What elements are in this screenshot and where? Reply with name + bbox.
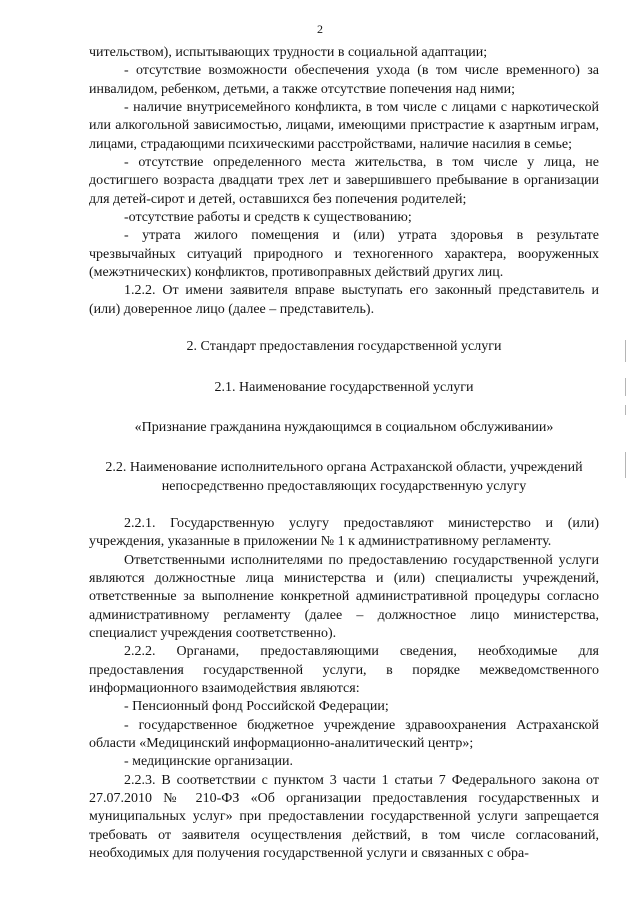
- paragraph: 2.2.1. Государственную услугу предоставляют министерство и (или) учреждения, указанные в приложении № 1 к административному регламенту.: [89, 515, 599, 550]
- subsection-heading: 2.2. Наименование исполнительного органа Астраханской области, учреждений непосредственно предоставляющих государственную услугу: [105, 460, 583, 494]
- scan-artifact: [625, 378, 626, 396]
- paragraph: 2.2.3. В соответствии с пунктом 3 части 1 статьи 7 Федерального закона от 27.07.2010 № 210-ФЗ «Об организации предоставления государственных и муниципальных услуг» при предоставлении государственной услуги запрещается требовать от заявителя осуществления действий, в том числе согласований, необходимых для получения государственной услуги и связанных с обра-: [89, 772, 599, 862]
- paragraph: - отсутствие определенного места жительства, в том числе у лица, не достигшего возраста двадцати трех лет и завершившего пребывание в организации для детей-сирот и детей, оставшихся без попечения родителей;: [89, 155, 599, 207]
- document-body: [89, 44, 599, 863]
- paragraph: - государственное бюджетное учреждение здравоохранения Астраханской области «Медицинский информационно-аналитический центр»;: [89, 717, 599, 751]
- subsection-heading: 2.1. Наименование государственной услуги: [214, 379, 474, 395]
- paragraph: 1.2.2. От имени заявителя вправе выступать его законный представитель и (или) доверенное лицо (далее – представитель).: [89, 283, 599, 317]
- page-number: 2: [317, 22, 323, 36]
- paragraph: Ответственными исполнителями по предоставлению государственной услуги являются должностные лица министерства и (или) специалисты учреждений, ответственные за выполнение конкретной административной процедуры согласно административному регламенту (далее – должностное лицо министерства, специалист учреждения соответственно).: [89, 552, 599, 641]
- paragraph: - отсутствие возможности обеспечения ухода (в том числе временного) за инвалидом, ребенком, детьми, а также отсутствие попечения над ними;: [89, 63, 599, 97]
- paragraph: - Пенсионный фонд Российской Федерации;: [124, 699, 389, 715]
- scan-artifact: [625, 340, 626, 362]
- paragraph: 2.2.2. Органами, предоставляющими сведения, необходимые для предоставления государственной услуги, в порядке межведомственного информационного взаимодействия являются:: [89, 644, 599, 696]
- paragraph: - наличие внутрисемейного конфликта, в том числе с лицами с наркотической или алкогольной зависимостью, лицами, имеющими пристрастие к азартным играм, лицами, страдающими психическими расстройствами, наличие насилия в семье;: [89, 100, 599, 152]
- paragraph: -отсутствие работы и средств к существованию;: [124, 210, 412, 226]
- service-name: «Признание гражданина нуждающимся в социальном обслуживании»: [134, 419, 554, 435]
- paragraph: чительством), испытывающих трудности в социальной адаптации;: [89, 45, 488, 60]
- paragraph: - медицинские организации.: [124, 754, 294, 770]
- section-heading: 2. Стандарт предоставления государственной услуги: [186, 339, 502, 355]
- paragraph: - утрата жилого помещения и (или) утрата здоровья в результате чрезвычайных ситуаций природного и техногенного характера, вооруженных (межэтнических) конфликтов, противоправных действий других лиц.: [89, 228, 599, 281]
- scan-artifact: [625, 452, 626, 478]
- scan-artifact: [625, 405, 626, 415]
